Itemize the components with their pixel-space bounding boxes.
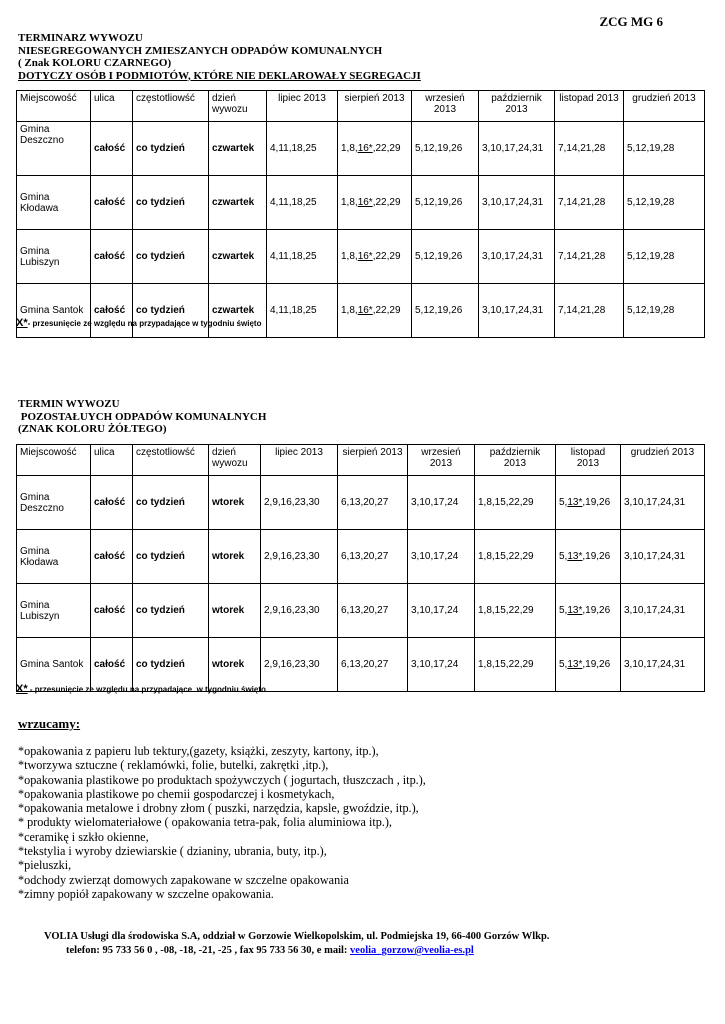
cell-place: Gmina Lubiszyn — [17, 230, 91, 284]
list-item: *tekstylia i wyroby dziewiarskie ( dzianiny, ubrania, buty, itp.), — [18, 844, 327, 859]
section1-footnote: X*- przesunięcie ze względu na przypadające w tygodniu święto — [16, 317, 262, 329]
table-row — [17, 476, 705, 530]
schedule-table-mixed-waste — [16, 90, 705, 338]
cell-dates: 6,13,20,27 — [338, 530, 408, 584]
header-street: ulica — [91, 445, 133, 476]
cell-dates: 4,11,18,25 — [267, 230, 338, 284]
header-month: październik 2013 — [475, 445, 556, 476]
cell-street: całość — [91, 638, 133, 692]
cell-dates: 6,13,20,27 — [338, 584, 408, 638]
cell-dates: 5,12,19,26 — [412, 176, 479, 230]
cell-dates: 5,13*,19,26 — [556, 476, 621, 530]
footer-contact — [0, 930, 725, 958]
cell-dates: 3,10,17,24,31 — [479, 230, 555, 284]
cell-dates: 2,9,16,23,30 — [261, 584, 338, 638]
cell-dates: 1,8,15,22,29 — [475, 476, 556, 530]
cell-frequency: co tydzień — [133, 230, 209, 284]
list-item: *opakowania plastikowe po chemii gospodarczej i kosmetykach, — [18, 786, 335, 801]
cell-dates: 1,8,15,22,29 — [475, 584, 556, 638]
cell-day: czwartek — [209, 122, 267, 176]
cell-dates: 3,10,17,24,31 — [479, 176, 555, 230]
cell-dates: 1,8,16*,22,29 — [338, 284, 412, 338]
header-month: lipiec 2013 — [267, 91, 338, 122]
table-row — [17, 176, 705, 230]
cell-dates: 2,9,16,23,30 — [261, 476, 338, 530]
shifted-date: 13* — [567, 659, 583, 670]
cell-dates: 5,12,19,28 — [624, 284, 705, 338]
section1-subtitle: DOTYCZY OSÓB I PODMIOTÓW, KTÓRE NIE DEKLAROWAŁY SEGREGACJI — [18, 69, 421, 82]
cell-day: wtorek — [209, 530, 261, 584]
cell-dates: 3,10,17,24 — [408, 530, 475, 584]
cell-dates: 5,12,19,26 — [412, 284, 479, 338]
section1-header — [18, 32, 421, 82]
cell-street: całość — [91, 584, 133, 638]
cell-dates: 5,13*,19,26 — [556, 530, 621, 584]
cell-dates: 5,12,19,28 — [624, 230, 705, 284]
cell-frequency: co tydzień — [133, 476, 209, 530]
section2-footnote: X* - przesunięcie ze względu na przypadające w tygodniu święto — [16, 683, 266, 695]
cell-dates: 5,12,19,28 — [624, 176, 705, 230]
cell-dates: 3,10,17,24 — [408, 476, 475, 530]
section1-title-line: NIESEGREGOWANYCH ZMIESZANYCH ODPADÓW KOMUNALNYCH — [18, 44, 383, 57]
shifted-date: 16* — [357, 197, 373, 208]
cell-dates: 4,11,18,25 — [267, 176, 338, 230]
cell-dates: 3,10,17,24 — [408, 584, 475, 638]
list-item: *opakowania z papieru lub tektury,(gazety, książki, zeszyty, kartony, itp.), — [18, 744, 379, 758]
cell-dates: 3,10,17,24,31 — [621, 638, 705, 692]
cell-dates: 2,9,16,23,30 — [261, 638, 338, 692]
cell-day: wtorek — [209, 584, 261, 638]
list-item: *pieluszki, — [18, 858, 72, 873]
cell-dates: 7,14,21,28 — [555, 122, 624, 176]
cell-dates: 7,14,21,28 — [555, 230, 624, 284]
table-row — [17, 584, 705, 638]
shifted-date: 13* — [567, 605, 583, 616]
cell-dates: 1,8,16*,22,29 — [338, 176, 412, 230]
cell-street: całość — [91, 122, 133, 176]
header-month: grudzień 2013 — [624, 91, 705, 122]
cell-dates: 1,8,16*,22,29 — [338, 122, 412, 176]
table-row — [17, 122, 705, 176]
accepted-items-list — [18, 744, 426, 901]
section2-title-line: TERMIN WYWOZU — [18, 398, 120, 410]
header-month: listopad 2013 — [555, 91, 624, 122]
cell-dates: 3,10,17,24 — [408, 638, 475, 692]
cell-frequency: co tydzień — [133, 284, 209, 338]
cell-dates: 1,8,16*,22,29 — [338, 230, 412, 284]
header-month: grudzień 2013 — [621, 445, 705, 476]
header-month: lipiec 2013 — [261, 445, 338, 476]
list-item: *opakowania plastikowe po produktach spożywczych ( jogurtach, tłuszczach , itp.), — [18, 772, 426, 787]
cell-dates: 4,11,18,25 — [267, 122, 338, 176]
list-item: *zimny popiół zapakowany w szczelne opakowania. — [18, 886, 274, 901]
cell-dates: 6,13,20,27 — [338, 638, 408, 692]
footer-address: VOLIA Usługi dla środowiska S.A, oddział w Gorzowie Wielkopolskim, ul. Podmiejska 19, 66-400 Gorzów Wlkp. — [44, 931, 550, 942]
cell-place: Gmina Deszczno — [17, 122, 91, 176]
cell-day: wtorek — [209, 638, 261, 692]
cell-dates: 5,13*,19,26 — [556, 638, 621, 692]
table-row — [17, 230, 705, 284]
cell-place: Gmina Kłodawa — [17, 530, 91, 584]
header-day: dzień wywozu — [209, 445, 261, 476]
cell-street: całość — [91, 176, 133, 230]
cell-street: całość — [91, 284, 133, 338]
shifted-date: 13* — [567, 551, 583, 562]
cell-frequency: co tydzień — [133, 176, 209, 230]
cell-dates: 7,14,21,28 — [555, 284, 624, 338]
cell-dates: 3,10,17,24,31 — [479, 122, 555, 176]
header-month: sierpień 2013 — [338, 91, 412, 122]
cell-place: Gmina Kłodawa — [17, 176, 91, 230]
cell-dates: 5,13*,19,26 — [556, 584, 621, 638]
header-place: Miejscowość — [17, 445, 91, 476]
cell-day: wtorek — [209, 476, 261, 530]
cell-frequency: co tydzień — [133, 584, 209, 638]
cell-frequency: co tydzień — [133, 638, 209, 692]
header-frequency: częstotliowść — [133, 445, 209, 476]
cell-dates: 3,10,17,24,31 — [621, 584, 705, 638]
section1-title-line: TERMINARZ WYWOZU — [18, 32, 143, 44]
cell-dates: 4,11,18,25 — [267, 284, 338, 338]
section2-title-line: (ZNAK KOLORU ŻÓŁTEGO) — [18, 423, 167, 435]
email-link[interactable]: veolia_gorzow@veolia-es.pl — [350, 945, 474, 956]
cell-frequency: co tydzień — [133, 122, 209, 176]
schedule-table-other-waste — [16, 444, 705, 692]
section2-header — [18, 398, 266, 436]
wrzucamy-heading: wrzucamy: — [18, 716, 81, 731]
header-month: październik 2013 — [479, 91, 555, 122]
cell-dates: 3,10,17,24,31 — [621, 530, 705, 584]
list-item: *tworzywa sztuczne ( reklamówki, folie, butelki, zakrętki ,itp.), — [18, 758, 329, 773]
cell-dates: 5,12,19,28 — [624, 122, 705, 176]
cell-dates: 7,14,21,28 — [555, 176, 624, 230]
header-month: wrzesień 2013 — [412, 91, 479, 122]
section1-title-line: ( Znak KOLORU CZARNEGO) — [18, 57, 172, 69]
list-item: * produkty wielomateriałowe ( opakowania tetra-pak, folia aluminiowa itp.), — [18, 815, 392, 830]
shifted-date: 16* — [357, 143, 373, 154]
document-code: ZCG MG 6 — [599, 14, 663, 29]
section2-title-line: POZOSTAŁUYCH ODPADÓW KOMUNALNYCH — [18, 410, 267, 423]
cell-day: czwartek — [209, 284, 267, 338]
cell-dates: 2,9,16,23,30 — [261, 530, 338, 584]
cell-dates: 1,8,15,22,29 — [475, 638, 556, 692]
header-place: Miejscowość — [17, 91, 91, 122]
cell-place: Gmina Santok — [17, 284, 91, 338]
shifted-date: 16* — [357, 251, 373, 262]
list-item: *ceramikę i szkło okienne, — [18, 829, 149, 844]
cell-dates: 3,10,17,24,31 — [479, 284, 555, 338]
table-header-row — [17, 91, 705, 122]
header-day: dzień wywozu — [209, 91, 267, 122]
list-item: *odchody zwierząt domowych zapakowane w szczelne opakowania — [18, 872, 349, 887]
header-frequency: częstotliowść — [133, 91, 209, 122]
header-month: wrzesień 2013 — [408, 445, 475, 476]
list-item: *opakowania metalowe i drobny złom ( puszki, narzędzia, kapsle, gwoździe, itp.), — [18, 801, 419, 816]
header-month: sierpień 2013 — [338, 445, 408, 476]
cell-place: Gmina Santok — [17, 638, 91, 692]
footer-phone-line: telefon: 95 733 56 0 , -08, -18, -21, -25 , fax 95 733 56 30, e mail: veolia_gorzow@veolia-es.pl — [66, 945, 474, 956]
cell-dates: 5,12,19,26 — [412, 230, 479, 284]
table-header-row — [17, 445, 705, 476]
table-row — [17, 284, 705, 338]
cell-dates: 3,10,17,24,31 — [621, 476, 705, 530]
shifted-date: 13* — [567, 497, 583, 508]
header-street: ulica — [91, 91, 133, 122]
cell-street: całość — [91, 230, 133, 284]
cell-frequency: co tydzień — [133, 530, 209, 584]
cell-day: czwartek — [209, 230, 267, 284]
cell-street: całość — [91, 530, 133, 584]
cell-dates: 6,13,20,27 — [338, 476, 408, 530]
table-row — [17, 530, 705, 584]
header-month: listopad 2013 — [556, 445, 621, 476]
cell-place: Gmina Lubiszyn — [17, 584, 91, 638]
cell-day: czwartek — [209, 176, 267, 230]
cell-dates: 5,12,19,26 — [412, 122, 479, 176]
shifted-date: 16* — [357, 305, 373, 316]
cell-dates: 1,8,15,22,29 — [475, 530, 556, 584]
cell-street: całość — [91, 476, 133, 530]
cell-place: Gmina Deszczno — [17, 476, 91, 530]
